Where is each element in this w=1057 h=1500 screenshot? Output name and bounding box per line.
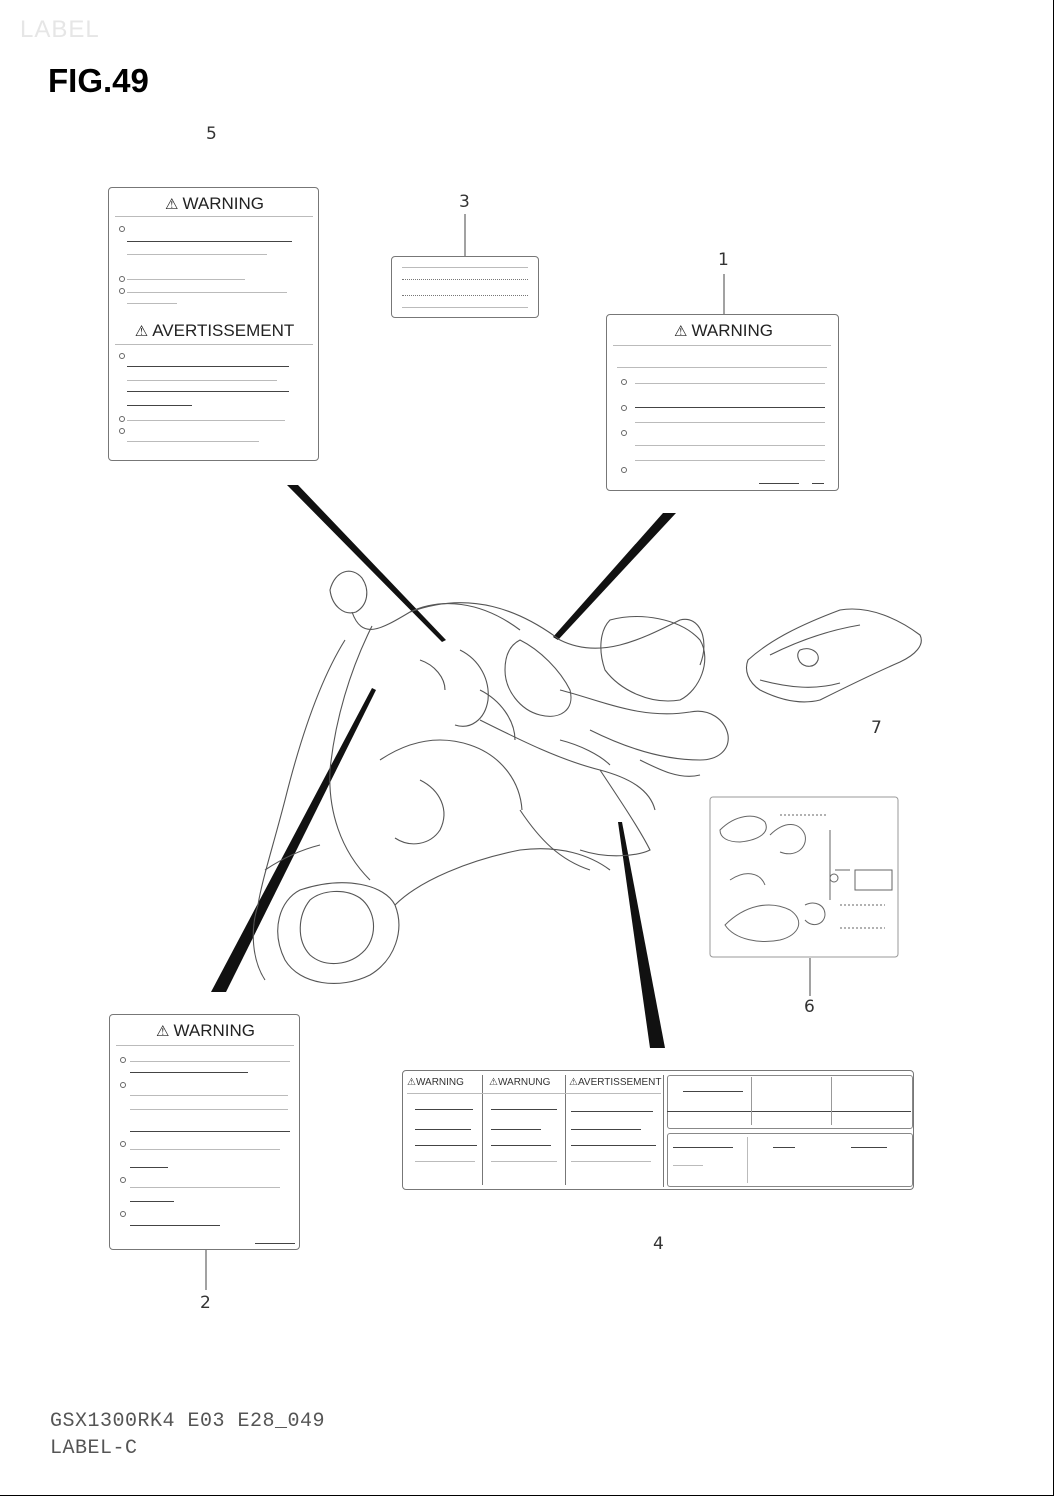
warning-label-4	[402, 1070, 914, 1190]
warning-label-1	[606, 314, 839, 491]
footer-subtitle: LABEL-C	[50, 1437, 138, 1460]
label5-heading-fr: ⚠ AVERTISSEMENT	[134, 321, 295, 340]
callout-6: 6	[804, 997, 815, 1017]
callout-7: 7	[871, 718, 882, 738]
warning-triangle-icon: ⚠	[569, 1077, 578, 1088]
footer-code: GSX1300RK4 E03 E28_049	[50, 1410, 326, 1433]
warning-triangle-icon: ⚠	[165, 196, 179, 213]
motorcycle-outline	[253, 571, 728, 983]
callout-4: 4	[653, 1234, 664, 1254]
label4-heading-de: ⚠WARNUNG	[489, 1077, 551, 1088]
warning-label-2	[109, 1014, 300, 1250]
watermark-text: LABEL	[20, 16, 100, 43]
callout-3: 3	[459, 192, 470, 212]
warning-triangle-icon: ⚠	[134, 323, 149, 340]
label5-heading-en: ⚠ WARNING	[165, 194, 264, 213]
warning-triangle-icon: ⚠	[674, 323, 688, 340]
leader-line-label2	[211, 688, 376, 992]
callout-1: 1	[718, 250, 729, 270]
callout-2: 2	[200, 1293, 211, 1313]
label4-heading-fr: ⚠AVERTISSEMENT	[569, 1077, 662, 1088]
figure-title: FIG.49	[48, 62, 149, 99]
toolkit-part-6	[710, 797, 898, 957]
leader-line-label5	[287, 485, 446, 642]
small-label-3	[391, 256, 539, 318]
label1-heading: ⚠ WARNING	[674, 321, 773, 340]
warning-triangle-icon: ⚠	[489, 1077, 498, 1088]
label4-heading-en: ⚠WARNING	[407, 1077, 464, 1088]
warning-triangle-icon: ⚠	[407, 1077, 416, 1088]
warning-triangle-icon: ⚠	[156, 1023, 170, 1040]
leader-line-label1	[553, 513, 676, 640]
warning-label-5	[108, 187, 319, 461]
label2-heading: ⚠ WARNING	[156, 1021, 255, 1040]
pouch-part-7	[747, 609, 922, 702]
callout-5: 5	[206, 124, 217, 144]
